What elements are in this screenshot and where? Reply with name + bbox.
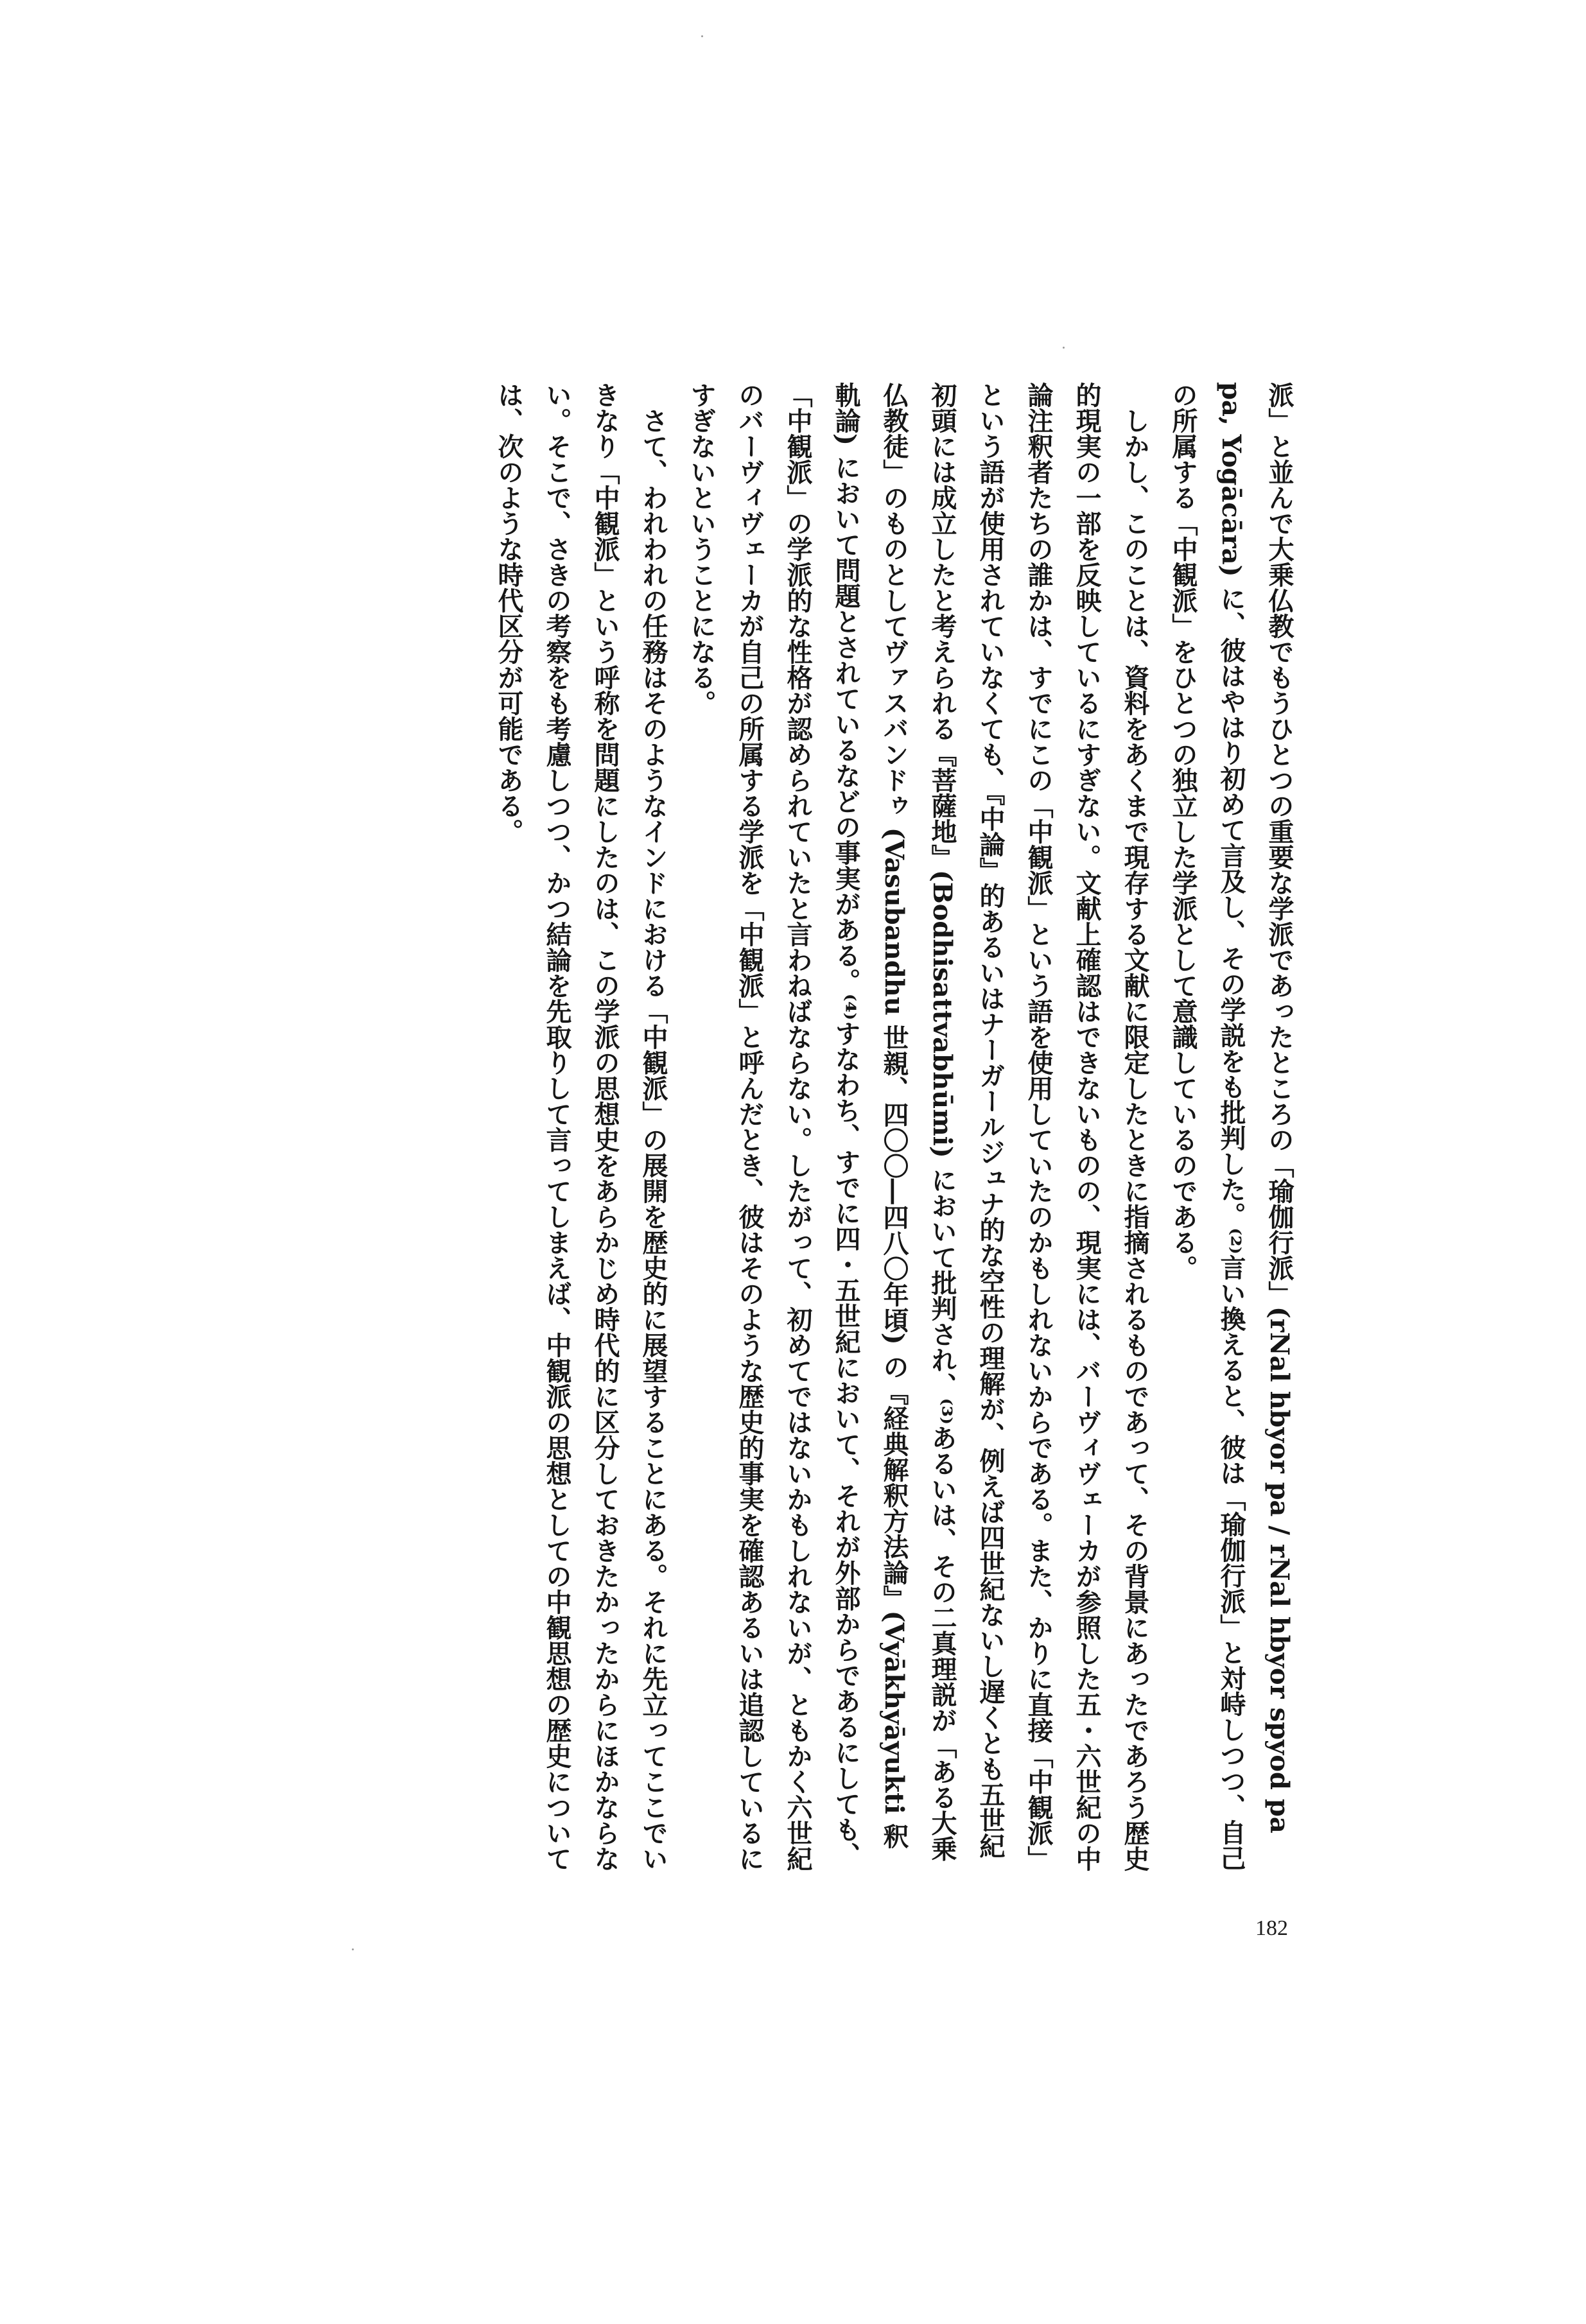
scan-speck bbox=[352, 1948, 354, 1950]
scan-speck bbox=[1063, 347, 1065, 349]
paragraph-2: しかし、このことは、資料をあくまで現存する文献に限定したときに指摘されるものであって、その背景にあったであろう歴史的現実の一部を反映しているにすぎない。文献上確認はできないものの、現実には、バーヴィヴェーカが参照した五・六世紀の中論注釈者たちの誰かは、すでにこの「中観派」という語を使用していたのかもしれないからである。また、かりに直接「中観派」という語が使用されていなくても、『中論』的あるいはナーガールジュナ的な空性の理解が、例えば四世紀ないし遅くとも五世紀初頭には成立したと考えられる『菩薩地』(Bodhisattvabhūmi) において批判され、⁽³⁾あるいは、その二真理説が「ある大乗仏教徒」のものとしてヴァスバンドゥ (Vasubandhu 世親、四〇〇―四八〇年頃) の『経典解釈方法論』(Vyākhyāyukti 釈軌論) において問題とされているなどの事実がある。⁽⁴⁾すなわち、すでに四・五世紀において、それが外部からであるにしても、「中観派」の学派的な性格が認められていたと言わねばならない。したがって、初めてではないかもしれないが、ともかく六世紀のバーヴィヴェーカが自己の所属する学派を「中観派」と呼んだとき、彼はそのような歴史的事実を確認あるいは追認しているにすぎないということになる。 bbox=[686, 382, 1150, 1871]
paragraph-3: さて、われわれの任務はそのようなインドにおける「中観派」の展開を歴史的に展望することにある。それに先立ってここでいきなり「中観派」という呼称を問題にしたのは、この学派の思想史をあらかじめ時代的に区分しておきたかったからにほかならない。そこで、さきの考察をも考慮しつつ、かつ結論を先取りして言ってしまえば、中観派の思想としての中観思想の歴史については、次のような時代区分が可能である。 bbox=[494, 382, 668, 1871]
body-text bbox=[366, 382, 1303, 1871]
page-number: 182 bbox=[1255, 1916, 1288, 1940]
scan-speck bbox=[701, 35, 703, 37]
paragraph-1: 派」と並んで大乗仏教でもうひとつの重要な学派であったところの「瑜伽行派」(rNal hbyor pa / rNal hbyor spyod pa pa, Yogācāra) に、彼はやはり初めて言及し、その学説をも批判した。⁽²⁾言い換えると、彼は「瑜伽行派」と対峙しつつ、自己の所属する「中観派」をひとつの独立した学派として意識しているのである。 bbox=[1168, 382, 1294, 1871]
